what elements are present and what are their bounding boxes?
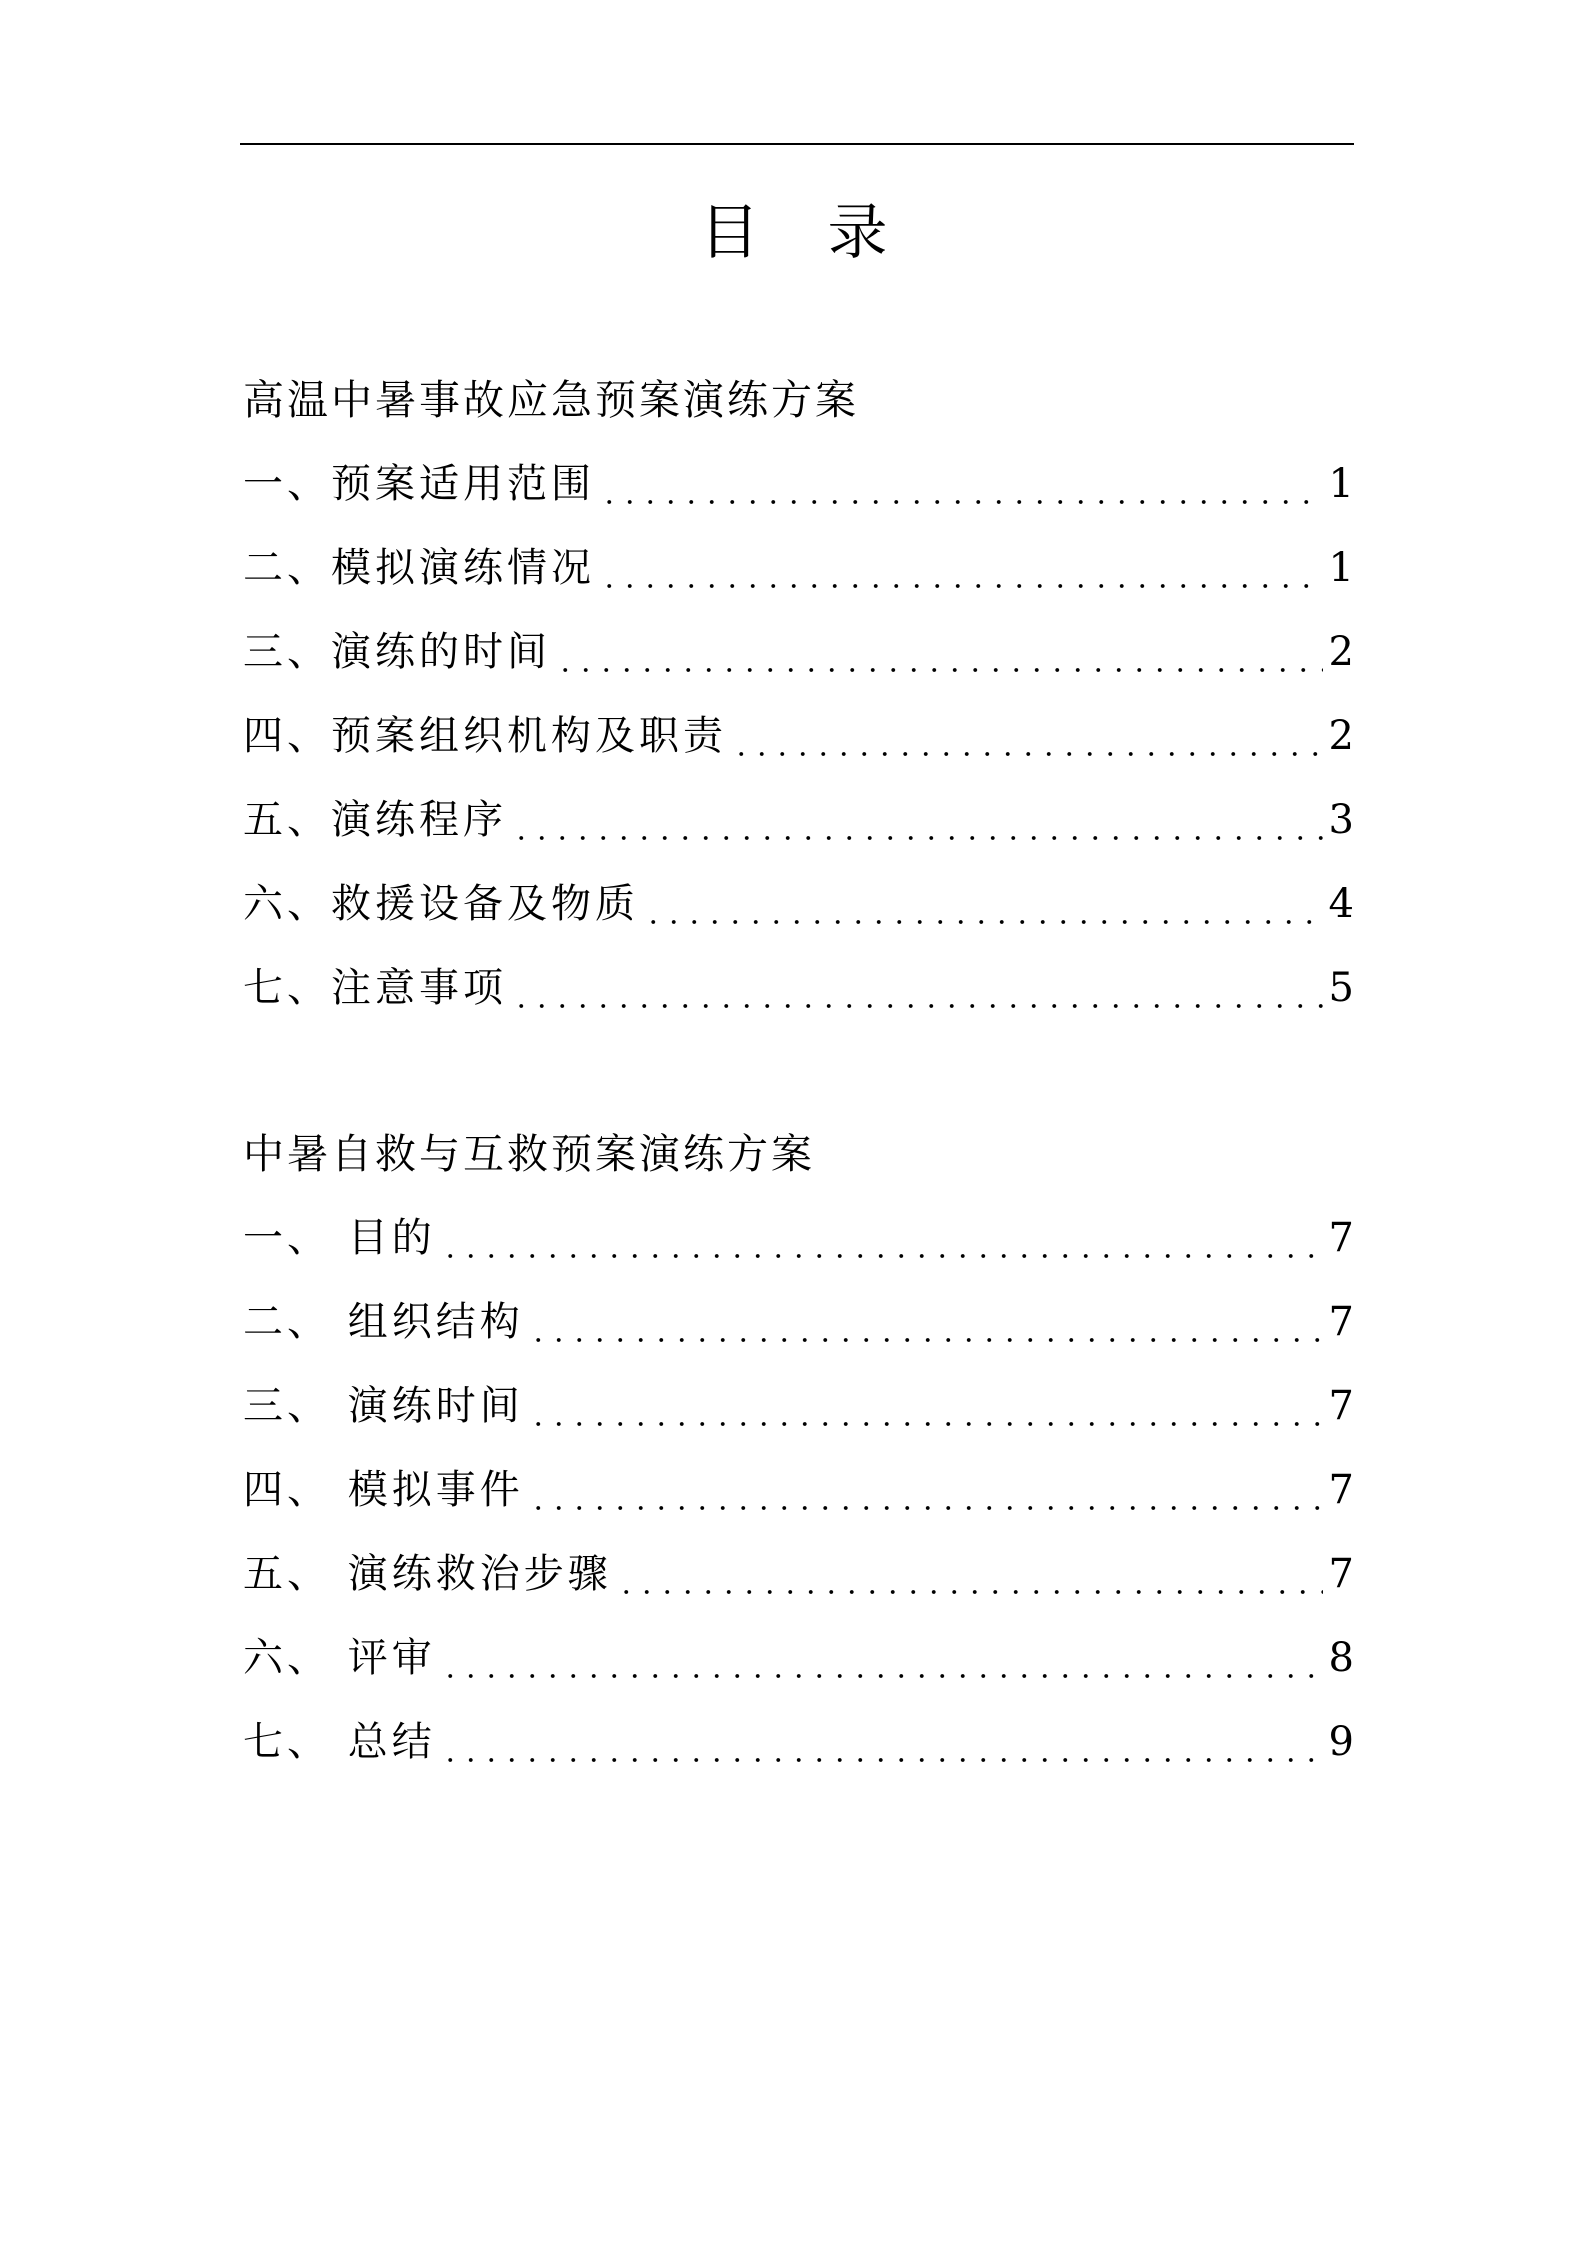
- toc-entry-label: 五、 演练救治步骤: [243, 1551, 612, 1597]
- toc-title: 目录: [699, 198, 956, 268]
- toc-entry-label: 七、注意事项: [243, 965, 507, 1011]
- toc-entry-page-number: 7: [1328, 1383, 1354, 1429]
- toc-entry-label: 四、预案组织机构及职责: [243, 713, 727, 759]
- dot-leader: [440, 1218, 1323, 1258]
- toc-entry[interactable]: [243, 1700, 1354, 1784]
- toc-entry[interactable]: [243, 694, 1354, 778]
- toc-entry-label: 三、演练的时间: [243, 629, 551, 675]
- toc-entry-label: 三、 演练时间: [243, 1383, 524, 1429]
- toc-entry-page-number: 2: [1328, 713, 1354, 759]
- toc-entry-page-number: 7: [1328, 1467, 1354, 1513]
- dot-leader: [731, 716, 1323, 756]
- dot-leader: [511, 968, 1323, 1008]
- dot-leader: [440, 1638, 1323, 1678]
- dot-leader: [555, 632, 1323, 672]
- dot-leader: [528, 1386, 1323, 1426]
- toc-entry-page-number: 2: [1328, 629, 1354, 675]
- toc-entry-page-number: 7: [1328, 1551, 1354, 1597]
- toc-entry-page-number: 8: [1328, 1635, 1354, 1681]
- toc-entry[interactable]: [243, 1532, 1354, 1616]
- dot-leader: [528, 1302, 1323, 1342]
- dot-leader: [616, 1554, 1323, 1594]
- dot-leader: [511, 800, 1323, 840]
- dot-leader: [643, 884, 1323, 924]
- toc-section-heatstroke-emergency-plan: [243, 358, 1354, 1030]
- toc-entry-page-number: 9: [1328, 1719, 1354, 1765]
- dot-leader: [440, 1722, 1323, 1762]
- section-heading: 高温中暑事故应急预案演练方案: [243, 376, 859, 424]
- toc-entry[interactable]: [243, 1364, 1354, 1448]
- section-heading: 中暑自救与互救预案演练方案: [243, 1130, 815, 1178]
- toc-entry[interactable]: [243, 862, 1354, 946]
- toc-entry[interactable]: [243, 610, 1354, 694]
- header-rule: [240, 143, 1354, 145]
- toc-entry-page-number: 7: [1328, 1215, 1354, 1261]
- toc-entry-list: [243, 1196, 1354, 1784]
- dot-leader: [599, 464, 1323, 504]
- toc-entry-label: 四、 模拟事件: [243, 1467, 524, 1513]
- toc-entry[interactable]: [243, 946, 1354, 1030]
- toc-entry-label: 一、预案适用范围: [243, 461, 595, 507]
- toc-entry[interactable]: [243, 526, 1354, 610]
- toc-entry-list: [243, 442, 1354, 1030]
- toc-entry[interactable]: [243, 1448, 1354, 1532]
- toc-entry-page-number: 3: [1328, 797, 1354, 843]
- toc-entry-page-number: 1: [1328, 461, 1354, 507]
- toc-entry-label: 六、 评审: [243, 1635, 436, 1681]
- toc-entry-label: 七、 总结: [243, 1719, 436, 1765]
- toc-entry-page-number: 7: [1328, 1299, 1354, 1345]
- dot-leader: [528, 1470, 1323, 1510]
- toc-entry[interactable]: [243, 778, 1354, 862]
- toc-entry[interactable]: [243, 1616, 1354, 1700]
- toc-entry[interactable]: [243, 442, 1354, 526]
- toc-entry-label: 五、演练程序: [243, 797, 507, 843]
- toc-entry-label: 六、救援设备及物质: [243, 881, 639, 927]
- toc-entry[interactable]: [243, 1196, 1354, 1280]
- toc-entry-page-number: 5: [1328, 965, 1354, 1011]
- toc-entry-label: 二、模拟演练情况: [243, 545, 595, 591]
- toc-entry-page-number: 1: [1328, 545, 1354, 591]
- toc-entry-page-number: 4: [1328, 881, 1354, 927]
- dot-leader: [599, 548, 1323, 588]
- toc-entry-label: 一、 目的: [243, 1215, 436, 1261]
- toc-entry[interactable]: [243, 1280, 1354, 1364]
- toc-section-self-rescue-plan: [243, 1112, 1354, 1784]
- toc-entry-label: 二、 组织结构: [243, 1299, 524, 1345]
